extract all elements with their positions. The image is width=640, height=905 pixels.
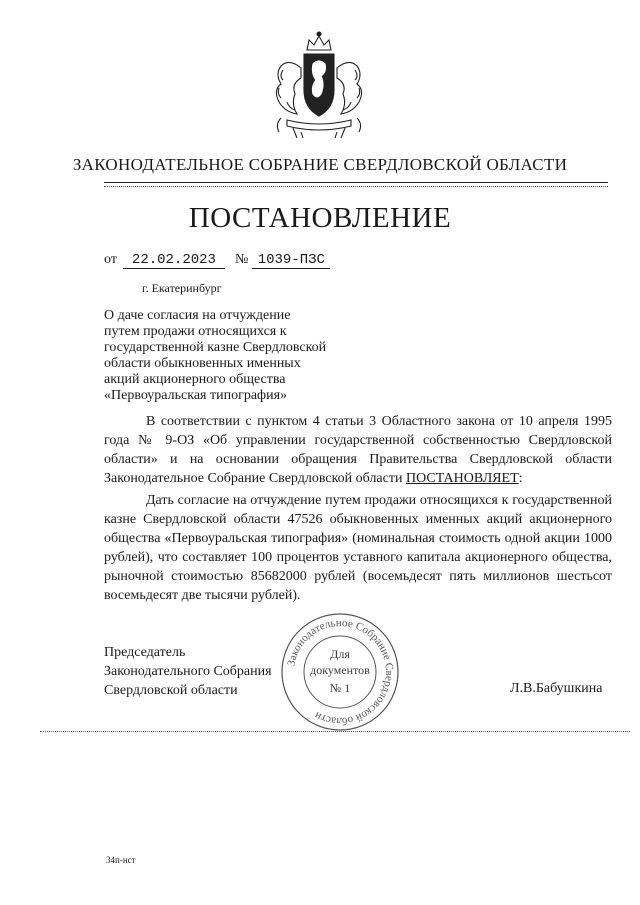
basis-text: В соответствии с пунктом 4 статьи 3 Областного закона от 10 апреля 1995 года № 9-ОЗ «Об управлении государственной собственностью Свердловской области» и на основании обращения Правительства Свердловской области Законодательное Собрание Свердловской области: [104, 414, 612, 486]
resolves-colon: :: [518, 471, 523, 486]
subject-line: О даче согласия на отчуждение: [104, 308, 291, 323]
signatory-position: [104, 643, 272, 700]
position-line: Законодательного Собрания: [104, 664, 272, 679]
position-line: Свердловской области: [104, 683, 238, 698]
stamp-center-line: документов: [310, 663, 370, 677]
header-rule: [104, 182, 608, 183]
coat-of-arms-emblem: [261, 28, 377, 144]
stamp-ring-text: Законодательное Собрание Свердловской области: [285, 616, 396, 728]
number-prefix: №: [234, 252, 249, 267]
resolves-word: ПОСТАНОВЛЯЕТ: [405, 471, 519, 486]
document-type-title: ПОСТАНОВЛЕНИЕ: [188, 202, 452, 234]
stamp-center-line: № 1: [329, 681, 351, 695]
document-subject: [104, 308, 384, 404]
footer-code: 34п-нст: [106, 855, 136, 865]
subject-line: государственной казне Свердловской: [104, 340, 327, 355]
signatory-name: Л.В.Бабушкина: [510, 681, 603, 696]
date-prefix: от: [104, 252, 117, 267]
subject-line: «Первоуральская типография»: [104, 388, 288, 403]
basis-paragraph: [104, 412, 612, 488]
date-number-line: [104, 252, 330, 269]
subject-line: области обыкновенных именных: [104, 356, 301, 371]
document-number: 1039-ПЗС: [252, 253, 330, 269]
position-line: Председатель: [104, 645, 186, 660]
organization-title: ЗАКОНОДАТЕЛЬНОЕ СОБРАНИЕ СВЕРДЛОВСКОЙ ОБЛАСТИ: [72, 155, 568, 174]
subject-line: акций акционерного общества: [104, 372, 286, 387]
decision-paragraph: Дать согласие на отчуждение путем продажи относящихся к государственной казне Свердловской области 47526 обыкновенных именных акций акционерного общества «Первоуральская типография» (номинальная стоимость одной акции 1000 рублей), что составляет 100 процентов уставного капитала акционерного общества, рыночной стоимостью 85682000 рублей (восемьдесят пять миллионов шестьсот восемьдесят две тысячи рублей).: [104, 493, 612, 603]
stamp-center-line: Для: [330, 647, 350, 661]
signature-divider: [40, 731, 630, 732]
city-label: г. Екатеринбург: [142, 281, 222, 295]
header-rule-dotted: [104, 186, 608, 187]
subject-line: путем продажи относящихся к: [104, 324, 287, 339]
document-date: 22.02.2023: [123, 253, 225, 269]
